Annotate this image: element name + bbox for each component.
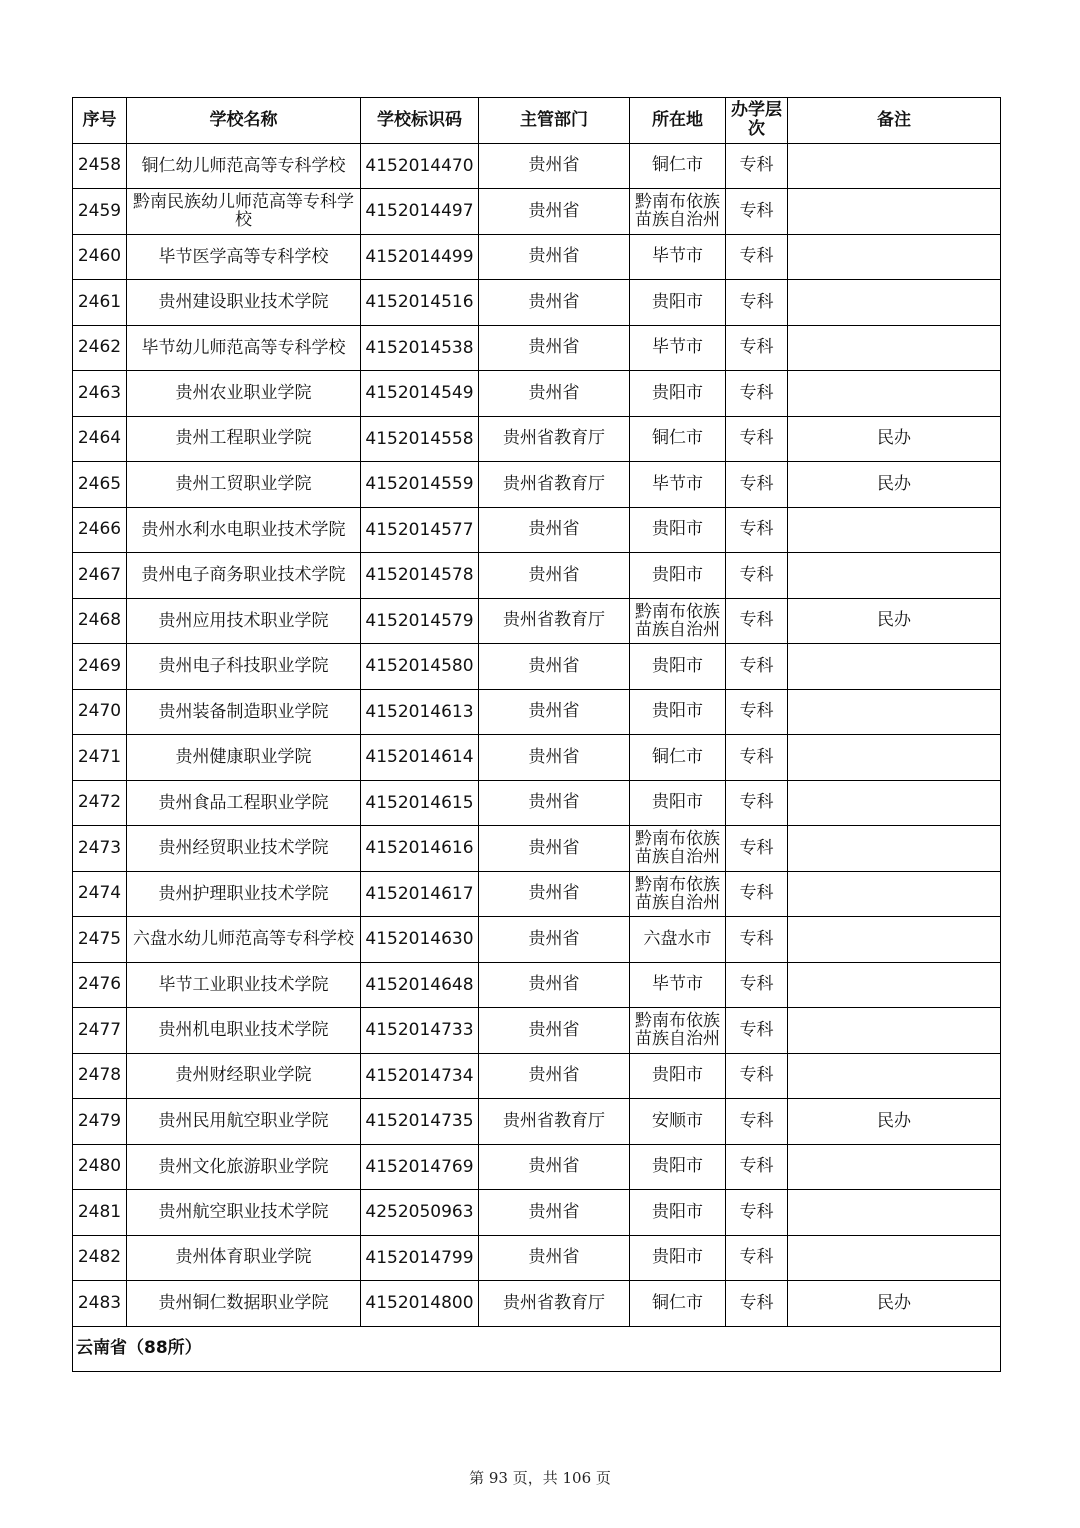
cell-school-code: 4152014470 (361, 143, 479, 189)
table-row (73, 371, 1001, 417)
cell-department: 贵州省 (479, 735, 630, 781)
cell-index: 2471 (73, 735, 127, 781)
cell-remarks (788, 1144, 1001, 1190)
cell-index: 2466 (73, 507, 127, 553)
cell-index: 2483 (73, 1281, 127, 1327)
cell-school-code: 4152014577 (361, 507, 479, 553)
cell-index: 2458 (73, 143, 127, 189)
cell-location: 贵阳市 (630, 1053, 726, 1099)
table-row (73, 826, 1001, 872)
cell-department: 贵州省教育厅 (479, 598, 630, 644)
cell-location: 贵阳市 (630, 507, 726, 553)
cell-department: 贵州省 (479, 1190, 630, 1236)
cell-school-name: 贵州民用航空职业学院 (127, 1099, 361, 1145)
cell-location: 黔南布依族苗族自治州 (630, 871, 726, 917)
cell-department: 贵州省 (479, 689, 630, 735)
cell-school-name: 贵州水利水电职业技术学院 (127, 507, 361, 553)
cell-school-code: 4152014516 (361, 280, 479, 326)
cell-remarks (788, 189, 1001, 235)
cell-department: 贵州省 (479, 780, 630, 826)
cell-index: 2477 (73, 1008, 127, 1054)
cell-index: 2465 (73, 462, 127, 508)
cell-location: 黔南布依族苗族自治州 (630, 826, 726, 872)
cell-location: 毕节市 (630, 462, 726, 508)
cell-school-code: 4152014499 (361, 234, 479, 280)
cell-school-code: 4152014613 (361, 689, 479, 735)
cell-school-name: 贵州体育职业学院 (127, 1235, 361, 1281)
cell-level: 专科 (726, 689, 788, 735)
cell-school-code: 4152014538 (361, 325, 479, 371)
cell-school-code: 4152014614 (361, 735, 479, 781)
cell-school-code: 4152014800 (361, 1281, 479, 1327)
cell-level: 专科 (726, 917, 788, 963)
cell-remarks: 民办 (788, 1281, 1001, 1327)
cell-index: 2462 (73, 325, 127, 371)
cell-remarks: 民办 (788, 462, 1001, 508)
cell-school-name: 毕节工业职业技术学院 (127, 962, 361, 1008)
table-row (73, 1099, 1001, 1145)
cell-index: 2467 (73, 553, 127, 599)
cell-remarks: 民办 (788, 598, 1001, 644)
cell-school-code: 4152014617 (361, 871, 479, 917)
cell-remarks (788, 1053, 1001, 1099)
cell-level: 专科 (726, 735, 788, 781)
header-school-name: 学校名称 (127, 98, 361, 144)
cell-location: 贵阳市 (630, 1190, 726, 1236)
cell-school-name: 贵州健康职业学院 (127, 735, 361, 781)
cell-school-code: 4152014558 (361, 416, 479, 462)
cell-remarks (788, 871, 1001, 917)
cell-level: 专科 (726, 371, 788, 417)
cell-remarks: 民办 (788, 416, 1001, 462)
cell-index: 2481 (73, 1190, 127, 1236)
cell-location: 黔南布依族苗族自治州 (630, 598, 726, 644)
cell-school-name: 贵州经贸职业技术学院 (127, 826, 361, 872)
cell-school-name: 贵州建设职业技术学院 (127, 280, 361, 326)
cell-remarks (788, 325, 1001, 371)
cell-location: 毕节市 (630, 234, 726, 280)
cell-school-code: 4152014497 (361, 189, 479, 235)
cell-school-code: 4152014579 (361, 598, 479, 644)
header-remarks: 备注 (788, 98, 1001, 144)
cell-index: 2463 (73, 371, 127, 417)
cell-school-name: 毕节幼儿师范高等专科学校 (127, 325, 361, 371)
cell-level: 专科 (726, 644, 788, 690)
cell-school-code: 4152014549 (361, 371, 479, 417)
cell-level: 专科 (726, 1144, 788, 1190)
cell-index: 2474 (73, 871, 127, 917)
table-body (73, 143, 1001, 1372)
table-row (73, 1190, 1001, 1236)
cell-level: 专科 (726, 826, 788, 872)
cell-department: 贵州省 (479, 553, 630, 599)
table-row (73, 871, 1001, 917)
cell-school-code: 4152014616 (361, 826, 479, 872)
cell-level: 专科 (726, 189, 788, 235)
cell-school-name: 贵州农业职业学院 (127, 371, 361, 417)
header-level: 办学层次 (726, 98, 788, 144)
cell-remarks (788, 371, 1001, 417)
cell-school-code: 4152014559 (361, 462, 479, 508)
table-row (73, 1144, 1001, 1190)
cell-location: 贵阳市 (630, 1144, 726, 1190)
cell-school-name: 贵州财经职业学院 (127, 1053, 361, 1099)
cell-index: 2469 (73, 644, 127, 690)
cell-school-name: 贵州电子商务职业技术学院 (127, 553, 361, 599)
table-row (73, 735, 1001, 781)
cell-level: 专科 (726, 962, 788, 1008)
table-row (73, 1053, 1001, 1099)
cell-index: 2473 (73, 826, 127, 872)
cell-location: 贵阳市 (630, 371, 726, 417)
cell-remarks (788, 644, 1001, 690)
cell-school-name: 贵州工贸职业学院 (127, 462, 361, 508)
cell-department: 贵州省 (479, 1144, 630, 1190)
cell-location: 铜仁市 (630, 1281, 726, 1327)
cell-remarks (788, 234, 1001, 280)
cell-level: 专科 (726, 598, 788, 644)
cell-remarks (788, 689, 1001, 735)
cell-location: 贵阳市 (630, 780, 726, 826)
cell-location: 贵阳市 (630, 644, 726, 690)
cell-level: 专科 (726, 780, 788, 826)
cell-level: 专科 (726, 1053, 788, 1099)
cell-department: 贵州省 (479, 826, 630, 872)
cell-level: 专科 (726, 280, 788, 326)
table-row (73, 143, 1001, 189)
cell-location: 六盘水市 (630, 917, 726, 963)
cell-school-code: 4152014733 (361, 1008, 479, 1054)
cell-location: 贵阳市 (630, 280, 726, 326)
cell-index: 2480 (73, 1144, 127, 1190)
cell-remarks (788, 1235, 1001, 1281)
table-row (73, 689, 1001, 735)
cell-index: 2461 (73, 280, 127, 326)
cell-index: 2478 (73, 1053, 127, 1099)
cell-school-name: 铜仁幼儿师范高等专科学校 (127, 143, 361, 189)
cell-school-code: 4152014630 (361, 917, 479, 963)
cell-index: 2476 (73, 962, 127, 1008)
cell-level: 专科 (726, 1235, 788, 1281)
cell-department: 贵州省 (479, 234, 630, 280)
cell-level: 专科 (726, 553, 788, 599)
cell-index: 2468 (73, 598, 127, 644)
cell-level: 专科 (726, 1008, 788, 1054)
cell-school-code: 4252050963 (361, 1190, 479, 1236)
cell-location: 铜仁市 (630, 735, 726, 781)
cell-school-code: 4152014734 (361, 1053, 479, 1099)
section-row (73, 1326, 1001, 1372)
cell-school-name: 六盘水幼儿师范高等专科学校 (127, 917, 361, 963)
cell-remarks (788, 962, 1001, 1008)
table-row (73, 1281, 1001, 1327)
table-row (73, 1008, 1001, 1054)
cell-department: 贵州省 (479, 371, 630, 417)
cell-index: 2472 (73, 780, 127, 826)
cell-level: 专科 (726, 416, 788, 462)
cell-school-name: 贵州电子科技职业学院 (127, 644, 361, 690)
cell-remarks (788, 1008, 1001, 1054)
cell-school-name: 贵州铜仁数据职业学院 (127, 1281, 361, 1327)
section-heading: 云南省（88所） (73, 1326, 1001, 1372)
table-row (73, 189, 1001, 235)
table-header-row (73, 98, 1001, 144)
cell-school-code: 4152014735 (361, 1099, 479, 1145)
cell-department: 贵州省 (479, 189, 630, 235)
cell-location: 铜仁市 (630, 416, 726, 462)
table-row (73, 234, 1001, 280)
cell-index: 2459 (73, 189, 127, 235)
cell-department: 贵州省 (479, 644, 630, 690)
cell-level: 专科 (726, 1099, 788, 1145)
cell-department: 贵州省 (479, 871, 630, 917)
header-school-code: 学校标识码 (361, 98, 479, 144)
table-row (73, 462, 1001, 508)
cell-level: 专科 (726, 1190, 788, 1236)
cell-remarks (788, 280, 1001, 326)
cell-school-name: 贵州机电职业技术学院 (127, 1008, 361, 1054)
cell-school-name: 贵州文化旅游职业学院 (127, 1144, 361, 1190)
cell-index: 2482 (73, 1235, 127, 1281)
cell-department: 贵州省教育厅 (479, 416, 630, 462)
cell-location: 黔南布依族苗族自治州 (630, 1008, 726, 1054)
cell-department: 贵州省教育厅 (479, 462, 630, 508)
cell-level: 专科 (726, 1281, 788, 1327)
cell-remarks (788, 826, 1001, 872)
cell-school-name: 贵州护理职业技术学院 (127, 871, 361, 917)
cell-school-code: 4152014580 (361, 644, 479, 690)
cell-location: 贵阳市 (630, 689, 726, 735)
cell-school-name: 贵州工程职业学院 (127, 416, 361, 462)
cell-remarks (788, 917, 1001, 963)
table-row (73, 962, 1001, 1008)
cell-location: 安顺市 (630, 1099, 726, 1145)
cell-location: 铜仁市 (630, 143, 726, 189)
cell-level: 专科 (726, 234, 788, 280)
table-row (73, 598, 1001, 644)
table-row (73, 553, 1001, 599)
header-department: 主管部门 (479, 98, 630, 144)
cell-school-code: 4152014615 (361, 780, 479, 826)
cell-location: 毕节市 (630, 325, 726, 371)
cell-department: 贵州省 (479, 1235, 630, 1281)
cell-remarks (788, 780, 1001, 826)
cell-department: 贵州省 (479, 917, 630, 963)
cell-department: 贵州省 (479, 1008, 630, 1054)
table-row (73, 280, 1001, 326)
school-list-table (72, 97, 1001, 1372)
cell-level: 专科 (726, 325, 788, 371)
cell-location: 贵阳市 (630, 1235, 726, 1281)
cell-school-name: 毕节医学高等专科学校 (127, 234, 361, 280)
cell-department: 贵州省教育厅 (479, 1099, 630, 1145)
table-row (73, 416, 1001, 462)
cell-location: 毕节市 (630, 962, 726, 1008)
cell-department: 贵州省 (479, 280, 630, 326)
cell-department: 贵州省 (479, 1053, 630, 1099)
cell-school-name: 黔南民族幼儿师范高等专科学校 (127, 189, 361, 235)
cell-remarks: 民办 (788, 1099, 1001, 1145)
cell-department: 贵州省 (479, 507, 630, 553)
cell-remarks (788, 553, 1001, 599)
cell-index: 2470 (73, 689, 127, 735)
cell-school-code: 4152014648 (361, 962, 479, 1008)
table-row (73, 917, 1001, 963)
header-location: 所在地 (630, 98, 726, 144)
cell-school-code: 4152014578 (361, 553, 479, 599)
cell-level: 专科 (726, 143, 788, 189)
cell-school-name: 贵州航空职业技术学院 (127, 1190, 361, 1236)
table-row (73, 1235, 1001, 1281)
cell-school-name: 贵州应用技术职业学院 (127, 598, 361, 644)
cell-department: 贵州省 (479, 962, 630, 1008)
cell-remarks (788, 735, 1001, 781)
cell-level: 专科 (726, 871, 788, 917)
cell-school-name: 贵州食品工程职业学院 (127, 780, 361, 826)
cell-school-code: 4152014769 (361, 1144, 479, 1190)
cell-level: 专科 (726, 507, 788, 553)
table-row (73, 507, 1001, 553)
cell-remarks (788, 507, 1001, 553)
header-index: 序号 (73, 98, 127, 144)
cell-index: 2464 (73, 416, 127, 462)
cell-index: 2479 (73, 1099, 127, 1145)
table-row (73, 644, 1001, 690)
cell-index: 2460 (73, 234, 127, 280)
cell-school-name: 贵州装备制造职业学院 (127, 689, 361, 735)
cell-department: 贵州省 (479, 143, 630, 189)
page-footer: 第 93 页，共 106 页 (469, 1469, 611, 1487)
cell-location: 贵阳市 (630, 553, 726, 599)
cell-school-code: 4152014799 (361, 1235, 479, 1281)
cell-index: 2475 (73, 917, 127, 963)
cell-remarks (788, 143, 1001, 189)
cell-department: 贵州省 (479, 325, 630, 371)
table-row (73, 780, 1001, 826)
cell-department: 贵州省教育厅 (479, 1281, 630, 1327)
cell-location: 黔南布依族苗族自治州 (630, 189, 726, 235)
cell-remarks (788, 1190, 1001, 1236)
table-row (73, 325, 1001, 371)
cell-level: 专科 (726, 462, 788, 508)
